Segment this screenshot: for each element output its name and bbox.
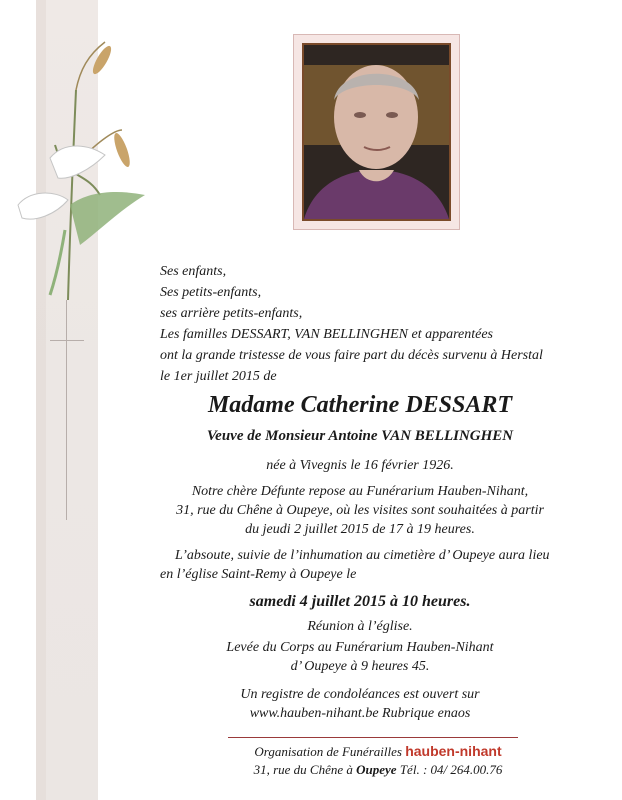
family-line: Ses petits-enfants, — [160, 285, 262, 300]
cross-horizontal — [50, 340, 84, 341]
cross-vertical — [66, 300, 67, 520]
calla-lily-wheat-illustration — [10, 30, 150, 310]
brand-logo-text: hauben-nihant — [405, 743, 502, 759]
condolence-link[interactable]: www.hauben-nihant.be Rubrique enaos — [249, 706, 471, 721]
birth-info: née à Vivegnis le 16 février 1926. — [266, 458, 454, 473]
levee-line: Levée du Corps au Funérarium Hauben-Nihant — [226, 640, 494, 655]
family-line: ses arrière petits-enfants, — [160, 306, 303, 321]
portrait-photo — [302, 43, 451, 221]
address-prefix: 31, rue du Chêne à — [253, 762, 353, 777]
address-town: Oupeye — [356, 762, 397, 777]
visitation-line: 31, rue du Chêne à Oupeye, où les visites sont souhaitées à partir — [176, 503, 544, 518]
phone-number: Tél. : 04/ 264.00.76 — [399, 762, 503, 777]
organizer-line — [228, 742, 528, 761]
family-line: le 1er juillet 2015 de — [160, 369, 277, 384]
service-line: L’absoute, suivie de l’inhumation au cimetière d’ Oupeye aura lieu — [175, 548, 550, 563]
visitation-line: Notre chère Défunte repose au Funérarium Hauben-Nihant, — [191, 484, 529, 499]
footer-divider — [228, 737, 518, 738]
meeting-note: Réunion à l’église. — [307, 619, 413, 634]
organizer-address — [228, 761, 528, 779]
levee-line: d’ Oupeye à 9 heures 45. — [290, 659, 430, 674]
family-line: ont la grande tristesse de vous faire part du décès survenu à Herstal — [160, 348, 543, 363]
condolence-line: Un registre de condoléances est ouvert sur — [240, 687, 480, 702]
service-date: samedi 4 juillet 2015 à 10 heures. — [249, 593, 471, 610]
portrait-frame — [293, 34, 460, 230]
organizer-prefix: Organisation de Funérailles — [254, 744, 402, 759]
widow-of: Veuve de Monsieur Antoine VAN BELLINGHEN — [206, 428, 514, 444]
visitation-line: du jeudi 2 juillet 2015 de 17 à 19 heures. — [245, 522, 475, 537]
family-line: Ses enfants, — [160, 264, 227, 279]
deceased-name: Madame Catherine DESSART — [207, 392, 513, 418]
family-line: Les familles DESSART, VAN BELLINGHEN et apparentées — [160, 327, 493, 342]
service-line: en l’église Saint-Remy à Oupeye le — [160, 567, 357, 582]
